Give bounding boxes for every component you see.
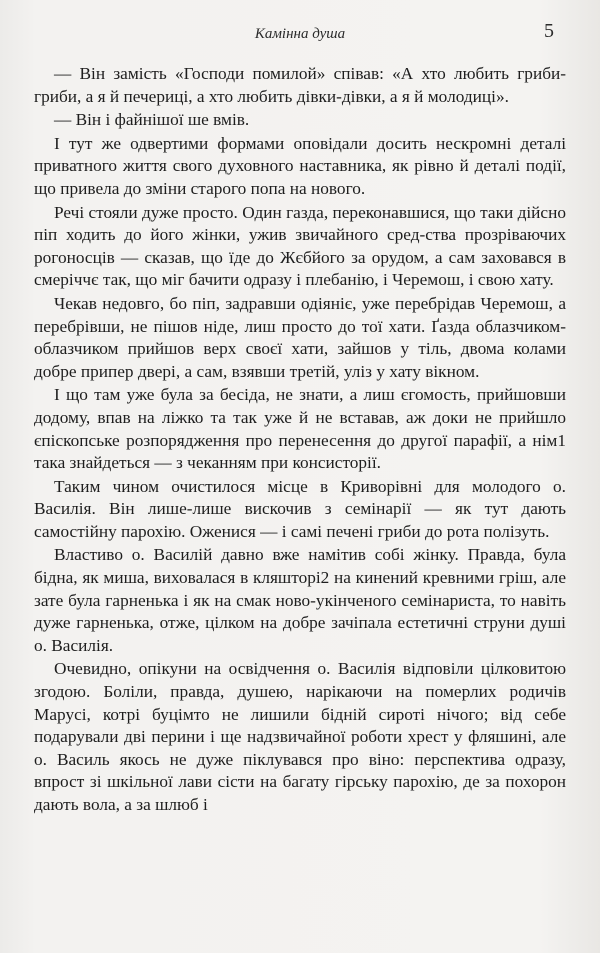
paragraph: Таким чином очистилося місце в Криворівні для молодого о. Василія. Він лише-лише вискочив з семінарії — як тут дають самостійну парохію. Оженися — і самі печені гриби до рота полізуть. bbox=[34, 476, 566, 541]
body-text bbox=[34, 63, 566, 817]
paragraph: І що там уже була за бесіда, не знати, а лиш єгомость, прийшовши додому, впав на ліжко та так уже й не вставав, аж доки не прийшло єпіскопське розпорядження про перенесення до другої парафії, а нім1 така знайдеться — з чеканням при консисторії. bbox=[34, 385, 566, 473]
paragraph: — Він замість «Господи помилой» співав: «А хто любить гриби-гриби, а я й печериці, а хто любить дівки-дівки, а я й молодиці». bbox=[34, 64, 566, 106]
paragraph: Властиво о. Василій давно вже намітив собі жінку. Правда, була бідна, як миша, виховалася в кляшторі2 на кинений кревними гріш, але зате була гарненька і як на смак ново-укінченого семінариста, то навіть дуже гарненька, отже, цілком на добре зачіпала естетичні струни душі о. Василія. bbox=[34, 545, 566, 655]
page-number: 5 bbox=[544, 20, 554, 42]
running-title: Камінна душа bbox=[254, 26, 346, 42]
page-header bbox=[0, 20, 600, 48]
paragraph: — Він і файнішої ше вмів. bbox=[54, 110, 250, 130]
paragraph: Очевидно, опікуни на освідчення о. Василія відповіли цілковитою згодою. Боліли, правда, душею, нарікаючи на померлих родичів Марусі, котрі буцімто не лишили бідній сироті нічого; від себе подарували дві перини і ще надзвичайної роботи хрест у фляшині, але о. Василь якось не дуже піклувався про віно: перспектива одразу, впрост зі шкільної лави сісти на багату гірську парохію, де за похорон дають вола, а за шлюб і bbox=[34, 659, 566, 814]
paragraph: Речі стояли дуже просто. Один газда, переконавшися, що таки дійсно піп ходить до його жінки, ужив звичайного сред-ства прозріваючих рогоносців — сказав, що їде до Жєбйого за орудом, а сам заховався в смеріччє так, що міг бачити одразу і плебанію, і Черемош, і свою хату. bbox=[34, 202, 566, 290]
paragraph: І тут же одвертими формами оповідали досить нескромні деталі приватного життя свого духовного наставника, як рівно й деталі події, що привела до зміни старого попа на нового. bbox=[34, 133, 566, 198]
paragraph: Чекав недовго, бо піп, задравши одіяніє, уже перебрідав Черемош, а перебрівши, не пішов ніде, лиш просто до тої хати. Ґазда облазчиком-облазчиком прийшов верх своєї хати, зайшов у тіль, двома колами добре припер двері, а сам, взявши третій, уліз у хату вікном. bbox=[34, 293, 566, 381]
